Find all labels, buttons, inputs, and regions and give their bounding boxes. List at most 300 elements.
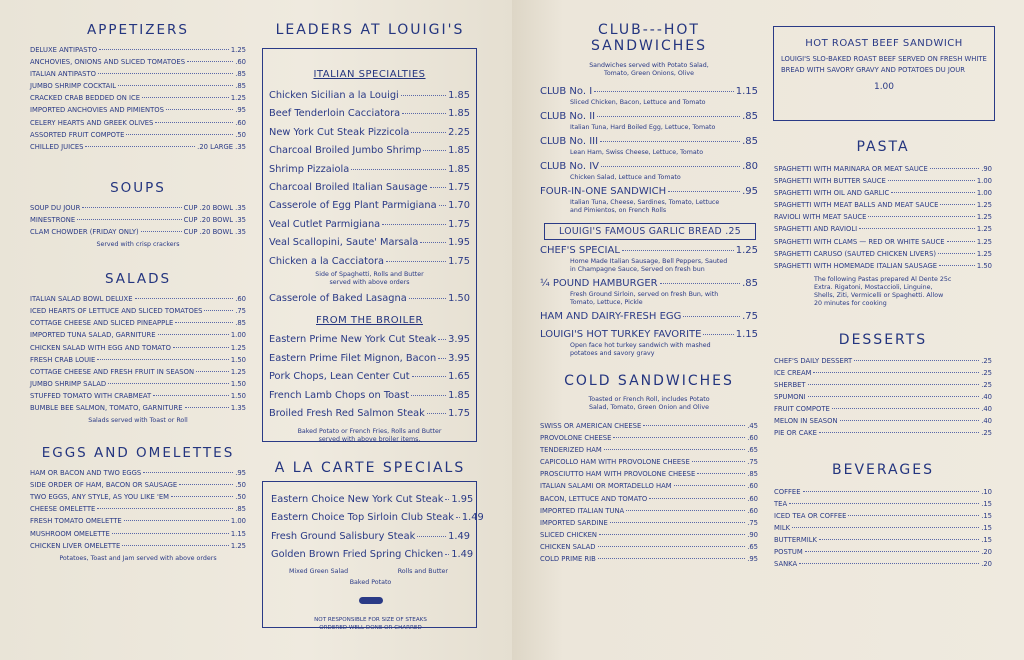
item-price: 1.15	[735, 86, 758, 97]
item-name: CHICKEN SALAD WITH EGG AND TOMATO	[30, 343, 171, 352]
item-price: .95	[742, 186, 758, 197]
item-price: .85	[747, 470, 758, 479]
item-name: CHEESE OMELETTE	[30, 505, 96, 514]
steak-disclaimer: NOT RESPONSIBLE FOR SIZE OF STEAKS ORDERED WELL DONE OR CHARRED	[314, 616, 427, 631]
item-price: 1.35	[230, 403, 246, 412]
item-price: .60	[747, 494, 758, 503]
club-heading: CLUB---HOT SANDWICHES	[591, 22, 707, 54]
item-price: .25	[981, 429, 992, 438]
dot-leader	[430, 187, 446, 188]
item-description: Italian Tuna, Cheese, Sardines, Tomato, Lettuce and Pimientos, on French Rolls	[570, 199, 720, 214]
dot-leader	[938, 253, 975, 254]
dot-leader	[604, 449, 745, 450]
item-price: 1.50	[448, 293, 470, 305]
dot-leader	[598, 558, 745, 559]
item-price: 1.25	[976, 201, 992, 210]
item-price: 1.75	[448, 182, 470, 194]
menu-item	[540, 456, 758, 468]
item-name: Eastern Choice New York Cut Steak	[271, 494, 444, 505]
dot-leader	[891, 192, 975, 193]
item-price: .40	[981, 393, 992, 402]
item-name: CLUB No. I	[540, 86, 593, 97]
dot-leader	[204, 310, 233, 311]
menu-item	[269, 368, 470, 386]
item-name: SPAGHETTI AND RAVIOLI	[774, 225, 858, 234]
item-name: CHEF'S DAILY DESSERT	[774, 356, 853, 365]
right-page	[512, 0, 1024, 660]
item-name: Shrimp Pizzaiola	[269, 163, 350, 175]
item-price: .85	[742, 278, 758, 289]
menu-item	[540, 310, 758, 324]
menu-item	[774, 223, 992, 235]
roast-beef-desc: LOUIGI'S SLO-BAKED ROAST BEEF SERVED ON FRESH WHITE BREAD WITH SAVORY GRAVY AND POTATOES DU JOUR	[781, 55, 987, 74]
menu-item	[540, 480, 758, 492]
item-description: Italian Tuna, Hard Boiled Egg, Lettuce, Tomato	[570, 124, 716, 131]
item-name: SPUMONI	[774, 393, 806, 402]
dot-leader	[692, 461, 745, 462]
item-name: SHERBET	[774, 381, 806, 390]
dot-leader	[135, 298, 234, 299]
broiler-list	[269, 331, 470, 423]
left-column	[30, 22, 246, 563]
salads-note: Salads served with Toast or Roll	[88, 417, 188, 425]
menu-item	[30, 44, 246, 56]
dot-leader	[840, 420, 980, 421]
menu-item	[30, 80, 246, 92]
menu-item	[540, 517, 758, 529]
dot-leader	[803, 491, 980, 492]
menu-item	[30, 390, 246, 402]
soups-note: Served with crisp crackers	[96, 241, 180, 249]
alacarte-box	[262, 481, 484, 631]
dot-leader	[703, 334, 733, 335]
dot-leader	[613, 437, 745, 438]
item-price: 1.50	[230, 379, 246, 388]
dot-leader	[411, 395, 446, 396]
item-name: Veal Cutlet Parmigiana	[269, 218, 381, 230]
side-salad: Mixed Green Salad	[289, 567, 349, 575]
item-name: SANKA	[774, 560, 798, 569]
dot-leader	[594, 91, 734, 92]
dot-leader	[848, 515, 979, 516]
dot-leader	[175, 322, 233, 323]
menu-item	[30, 117, 246, 129]
item-price: 1.85	[448, 90, 470, 101]
desserts-list	[774, 355, 992, 440]
menu-item	[774, 379, 992, 391]
menu-item	[30, 141, 246, 153]
item-price: 1.25	[230, 541, 246, 550]
cold-intro: Toasted or French Roll, includes Potato Salad, Tomato, Green Onion and Olive	[588, 396, 710, 411]
dot-leader	[412, 376, 447, 377]
roast-beef-price: 1.00	[873, 82, 895, 92]
item-name: ANCHOVIES, ONIONS AND SLICED TOMATOES	[30, 58, 186, 67]
item-name: French Lamb Chops on Toast	[269, 389, 410, 401]
item-description: Fresh Ground Sirloin, served on fresh Bun, with Tomato, Lettuce, Pickle	[570, 291, 719, 306]
dot-leader	[85, 146, 195, 147]
item-name: BUTTERMILK	[774, 535, 817, 544]
item-price: 1.95	[448, 237, 470, 249]
item-price: 1.49	[448, 530, 470, 542]
item-name: New York Cut Steak Pizzicola	[269, 126, 410, 138]
item-price: .95	[235, 469, 246, 478]
menu-item	[774, 260, 992, 272]
menu-item	[540, 328, 758, 342]
dot-leader	[122, 545, 229, 546]
item-name: IMPORTED ITALIAN TUNA	[540, 506, 625, 515]
dot-leader	[153, 395, 229, 396]
item-name: Eastern Prime Filet Mignon, Bacon	[269, 352, 437, 364]
dot-leader	[112, 533, 229, 534]
item-price: .15	[981, 511, 992, 520]
menu-item	[774, 367, 992, 379]
item-name: Eastern Choice Top Sirloin Club Steak	[271, 512, 454, 524]
item-name: SPAGHETTI WITH HOMEMADE ITALIAN SAUSAGE	[774, 261, 938, 270]
item-name: SPAGHETTI CARUSO (SAUTED CHICKEN LIVERS)	[774, 249, 937, 258]
dot-leader	[819, 432, 979, 433]
dot-leader	[179, 484, 233, 485]
beverages-heading: BEVERAGES	[832, 461, 934, 478]
menu-item	[540, 244, 758, 258]
item-price: .60	[747, 506, 758, 515]
dot-leader	[141, 231, 182, 232]
menu-item	[269, 234, 470, 252]
item-price: 1.00	[976, 189, 992, 198]
item-price: .40	[981, 405, 992, 414]
menu-item	[540, 110, 758, 124]
item-price: CUP .20 BOWL .35	[183, 228, 246, 237]
menu-item	[540, 160, 758, 174]
item-name: FRUIT COMPOTE	[774, 405, 830, 414]
menu-item	[30, 104, 246, 116]
item-price: .85	[235, 505, 246, 514]
item-price: .50	[235, 481, 246, 490]
item-name: FRESH CRAB LOUIE	[30, 355, 96, 364]
desserts-heading: DESSERTS	[838, 331, 928, 348]
item-price: .85	[235, 82, 246, 91]
item-price: .25	[981, 356, 992, 365]
dot-leader	[598, 546, 746, 547]
menu-item	[774, 486, 992, 498]
dot-leader	[97, 359, 229, 360]
menu-item	[30, 92, 246, 104]
menu-item	[269, 387, 470, 405]
item-price: 1.65	[448, 371, 470, 383]
menu-item	[269, 179, 470, 197]
item-name: IMPORTED SARDINE	[540, 518, 608, 527]
item-name: Casserole of Baked Lasagna	[269, 293, 407, 305]
item-price: .25	[981, 381, 992, 390]
dot-leader	[789, 503, 979, 504]
item-price: .65	[747, 542, 758, 551]
item-name: ICED TEA OR COFFEE	[774, 511, 847, 520]
item-name: HAM AND DAIRY-FRESH EGG	[540, 311, 682, 322]
item-price: 1.50	[230, 355, 246, 364]
dot-leader	[610, 522, 745, 523]
dot-leader	[940, 204, 974, 205]
item-name: CRACKED CRAB BEDDED ON ICE	[30, 94, 141, 103]
menu-item	[774, 355, 992, 367]
menu-item	[774, 427, 992, 439]
item-price: 1.25	[230, 343, 246, 352]
item-price: .15	[981, 535, 992, 544]
item-price: 1.75	[448, 408, 470, 420]
item-name: SPAGHETTI WITH MEAT BALLS AND MEAT SAUCE	[774, 201, 939, 210]
menu-item	[30, 129, 246, 141]
item-name: PROVOLONE CHEESE	[540, 434, 612, 443]
dot-leader	[601, 166, 740, 167]
menu-item	[30, 293, 246, 305]
item-price: 1.25	[976, 249, 992, 258]
menu-item	[30, 479, 246, 491]
menu-item	[30, 214, 246, 226]
menu-item	[30, 467, 246, 479]
menu-item	[269, 350, 470, 368]
item-price: .65	[747, 446, 758, 455]
dot-leader	[674, 485, 746, 486]
dot-leader	[445, 499, 449, 500]
dot-leader	[118, 85, 233, 86]
italian-note: Side of Spaghetti, Rolls and Butter served with above orders	[315, 271, 424, 287]
dot-leader	[799, 563, 979, 564]
menu-item	[269, 253, 470, 271]
dot-leader	[411, 132, 446, 133]
item-price: 1.50	[976, 261, 992, 270]
dot-leader	[158, 334, 229, 335]
roast-beef-title: HOT ROAST BEEF SANDWICH	[805, 38, 963, 49]
item-price: CUP .20 BOWL .35	[183, 215, 246, 224]
menu-item	[30, 528, 246, 540]
menu-item	[30, 342, 246, 354]
pasta-list	[774, 163, 992, 272]
dot-leader	[813, 372, 979, 373]
item-name: Beef Tenderloin Cacciatora	[269, 108, 401, 120]
item-name: PIE OR CAKE	[774, 429, 817, 438]
item-price: 1.85	[448, 163, 470, 175]
item-price: 1.25	[976, 225, 992, 234]
item-name: COTTAGE CHEESE AND SLICED PINEAPPLE	[30, 319, 174, 328]
pasta-note: The following Pastas prepared Al Dente 25c Extra. Rigatoni, Mostaccioli, Linguine, Shells, Ziti, Vermicelli or Spaghetti. Allow 20 minutes for cooking	[814, 275, 952, 307]
menu-item	[269, 197, 470, 215]
menu-item	[774, 498, 992, 510]
dot-leader	[98, 73, 233, 74]
leaders-box	[262, 48, 477, 442]
menu-item	[30, 491, 246, 503]
item-price: .95	[235, 106, 246, 115]
dot-leader	[697, 473, 745, 474]
item-price: .20	[981, 560, 992, 569]
item-name: SPAGHETTI WITH CLAMS — RED OR WHITE SAUCE	[774, 237, 945, 246]
menu-item	[30, 515, 246, 527]
item-price: 1.25	[230, 367, 246, 376]
dot-leader	[108, 383, 229, 384]
dot-leader	[82, 207, 181, 208]
item-price: 1.25	[230, 46, 246, 54]
dot-leader	[185, 407, 229, 408]
alacarte-list	[271, 491, 484, 565]
menu-item	[774, 546, 992, 558]
item-name: JUMBO SHRIMP SALAD	[30, 379, 107, 388]
item-name: SIDE ORDER OF HAM, BACON OR SAUSAGE	[30, 481, 178, 490]
dot-leader	[420, 242, 446, 243]
item-price: .20	[981, 547, 992, 556]
dot-leader	[649, 498, 745, 499]
menu-item	[30, 56, 246, 68]
dot-leader	[805, 551, 979, 552]
item-name: SOUP DU JOUR	[30, 203, 81, 212]
menu-item	[540, 185, 758, 199]
item-name: POSTUM	[774, 547, 803, 556]
item-name: SPAGHETTI WITH BUTTER SAUCE	[774, 177, 886, 186]
salads-heading: SALADS	[104, 271, 172, 288]
dot-leader	[401, 95, 446, 96]
dot-leader	[888, 180, 975, 181]
menu-item	[269, 105, 470, 123]
item-price: .85	[742, 111, 758, 122]
item-name: COTTAGE CHEESE AND FRESH FRUIT IN SEASON	[30, 367, 195, 376]
item-price: 1.75	[448, 218, 470, 230]
item-name: ITALIAN SALAMI OR MORTADELLO HAM	[540, 482, 672, 491]
item-price: .60	[747, 434, 758, 443]
menu-item	[540, 529, 758, 541]
sandwich-column	[540, 22, 758, 565]
item-price: 1.15	[735, 329, 758, 340]
item-price: 1.15	[230, 529, 246, 538]
item-name: Charcoal Broiled Italian Sausage	[269, 182, 428, 194]
dot-leader	[386, 261, 446, 262]
item-name: MILK	[774, 523, 791, 532]
item-price: .50	[235, 493, 246, 502]
dot-leader	[660, 283, 741, 284]
menu-item	[774, 415, 992, 427]
menu-item	[774, 187, 992, 199]
dot-leader	[126, 134, 233, 135]
dot-leader	[600, 141, 740, 142]
item-name: BUMBLE BEE SALMON, TOMATO, GARNITURE	[30, 403, 183, 412]
menu-item	[540, 420, 758, 432]
item-price: 1.75	[448, 255, 470, 267]
dot-leader	[417, 536, 446, 537]
dot-leader	[171, 496, 233, 497]
dot-leader	[438, 358, 446, 359]
item-name: CLUB No. II	[540, 111, 596, 122]
item-description: Sliced Chicken, Bacon, Lettuce and Tomato	[570, 99, 706, 106]
item-price: .85	[235, 319, 246, 328]
pasta-heading: PASTA	[856, 139, 910, 155]
dot-leader	[819, 539, 979, 540]
dot-leader	[445, 554, 449, 555]
menu-item-lasagna	[269, 290, 470, 308]
item-name: MINESTRONE	[30, 215, 76, 224]
dot-leader	[832, 408, 979, 409]
item-price: .75	[235, 307, 246, 316]
item-name: Pork Chops, Lean Center Cut	[269, 371, 410, 383]
item-name: CLAM CHOWDER (FRIDAY ONLY)	[30, 228, 139, 237]
item-name: ICE CREAM	[774, 368, 812, 377]
menu-item	[271, 528, 470, 546]
dot-leader	[597, 116, 740, 117]
item-name: FOUR-IN-ONE SANDWICH	[540, 186, 667, 197]
item-price: .60	[747, 482, 758, 491]
item-name: SLICED CHICKEN	[540, 530, 597, 539]
menu-item	[30, 540, 246, 552]
dot-leader	[808, 396, 979, 397]
menu-item	[540, 468, 758, 480]
menu-item	[269, 161, 470, 179]
item-name: ASSORTED FRUIT COMPOTE	[30, 130, 125, 139]
item-price: .40	[981, 417, 992, 426]
dot-leader	[196, 371, 229, 372]
dot-leader	[438, 339, 446, 340]
item-name: BACON, LETTUCE AND TOMATO	[540, 494, 648, 503]
item-price: .85	[235, 70, 246, 79]
dot-leader	[77, 219, 182, 220]
menu-item	[30, 329, 246, 341]
menu-item	[540, 505, 758, 517]
menu-item	[269, 142, 470, 160]
dot-leader	[427, 413, 446, 414]
menu-item	[269, 216, 470, 234]
menu-item	[30, 202, 246, 214]
menu-item	[30, 226, 246, 238]
dot-leader	[456, 517, 460, 518]
dot-leader	[173, 347, 229, 348]
item-price: .50	[235, 130, 246, 139]
item-price: 1.25	[976, 237, 992, 246]
club-list	[540, 85, 758, 218]
dot-leader	[166, 109, 233, 110]
item-price: 1.70	[448, 200, 470, 212]
item-name: ITALIAN SALAD BOWL DELUXE	[30, 295, 133, 304]
item-name: Chicken Sicilian a la Louigi	[269, 90, 399, 101]
item-price: .60	[235, 58, 246, 67]
dot-leader	[930, 168, 979, 169]
item-description: Lean Ham, Swiss Cheese, Lettuce, Tomato	[570, 149, 704, 156]
item-price: .95	[747, 555, 758, 564]
item-price: .10	[981, 487, 992, 496]
alacarte-sides	[271, 568, 470, 576]
item-price: .15	[981, 499, 992, 508]
item-name: Fresh Ground Salisbury Steak	[271, 530, 416, 542]
menu-item	[774, 534, 992, 546]
side-potato: Baked Potato	[349, 578, 392, 586]
dot-leader	[683, 316, 740, 317]
dot-leader	[626, 510, 745, 511]
item-description: Open face hot turkey sandwich with mashed potatoes and savory gravy	[570, 342, 711, 357]
item-price: 1.25	[976, 213, 992, 222]
menu-item	[269, 331, 470, 349]
item-name: RAVIOLI WITH MEAT SAUCE	[774, 213, 867, 222]
item-name: Charcoal Broiled Jumbo Shrimp	[269, 145, 422, 157]
dot-leader	[622, 250, 734, 251]
item-price: .60	[235, 295, 246, 304]
dot-leader	[808, 384, 980, 385]
item-name: STUFFED TOMATO WITH CRABMEAT	[30, 391, 152, 400]
menu-item	[30, 354, 246, 366]
menu-item	[30, 68, 246, 80]
soups-list	[30, 202, 246, 238]
item-price: .85	[742, 136, 758, 147]
leaders-heading: LEADERS AT LOUIGI'S	[275, 22, 465, 38]
dot-leader	[402, 113, 446, 114]
item-name: JUMBO SHRIMP COCKTAIL	[30, 82, 117, 91]
dot-leader	[947, 241, 975, 242]
dot-leader	[351, 169, 446, 170]
dot-leader	[854, 360, 979, 361]
menu-item	[269, 405, 470, 423]
menu-item	[30, 503, 246, 515]
menu-item	[269, 124, 470, 142]
